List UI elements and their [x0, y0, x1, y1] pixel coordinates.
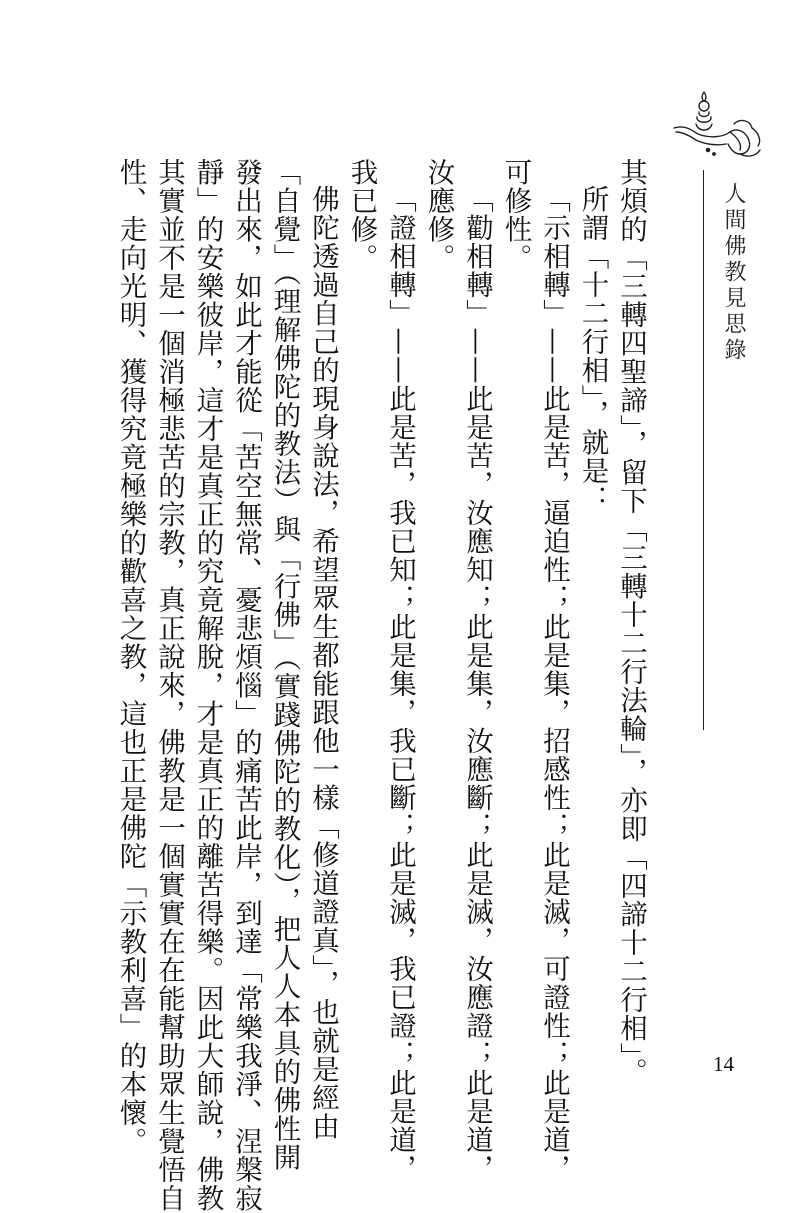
text-line: 「示相轉」——此是苦，逼迫性；此是集，招感性；此是滅，可證性；此是道，	[538, 185, 570, 1183]
body-text	[111, 158, 650, 1213]
text-line: 性、走向光明、獲得究竟極樂的歡喜之教，這也正是佛陀「示教利喜」的本懷。	[114, 158, 147, 1156]
text-line: 發出來，如此才能從「苦空無常、憂悲煩惱」的痛苦此岸，到達「常樂我淨、涅槃寂	[230, 158, 262, 1213]
text-line: 「證相轉」——此是苦，我已知；此是集，我已斷；此是滅，我已證；此是道，	[384, 185, 416, 1183]
text-line: 可修性。	[499, 158, 532, 272]
header-divider	[703, 170, 704, 730]
text-line: 所謂「十二行相」，就是：	[576, 185, 609, 514]
text-line: 佛陀透過自己的現身說法，希望眾生都能跟他一樣「修道證真」，也就是經由	[307, 185, 339, 1141]
running-header-title: 人間佛教見思錄	[721, 182, 746, 364]
text-line: 其煩的「三轉四聖諦」，留下「三轉十二行法輪」，亦即「四諦十二行相」。	[615, 158, 647, 1086]
text-line: 「勸相轉」——此是苦，汝應知；此是集，汝應斷；此是滅，汝應證；此是道，	[461, 185, 493, 1183]
text-line: 靜」的安樂彼岸，這才是真正的究竟解脫，才是真正的離苦得樂。因此大師說，佛教	[191, 158, 224, 1213]
dharma-jewel-hand-icon	[668, 88, 768, 168]
text-line: 其實並不是一個消極悲苦的宗教，真正說來，佛教是一個實實在在能幫助眾生覺悟自	[153, 158, 185, 1213]
text-line: 我已修。	[345, 158, 378, 272]
text-line: 汝應修。	[422, 158, 455, 272]
page-number: 14	[713, 1052, 734, 1076]
text-line: 「自覺」（理解佛陀的教法）與「行佛」（實踐佛陀的教化），把人人本具的佛性開	[268, 158, 301, 1172]
